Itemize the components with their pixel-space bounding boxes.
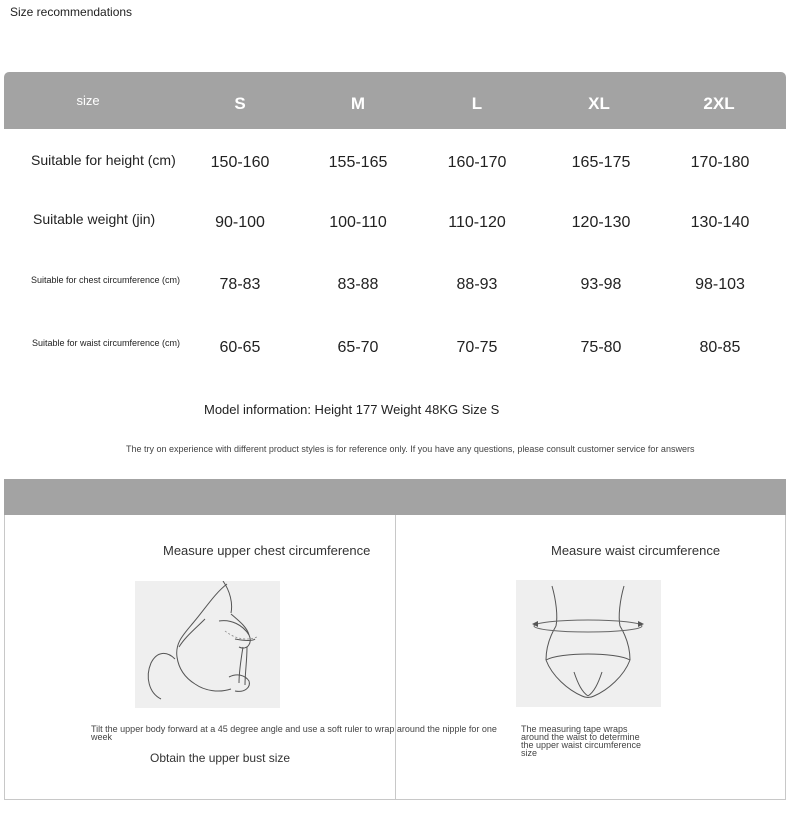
table-cell: 155-165	[328, 154, 388, 171]
table-cell: 83-88	[337, 276, 379, 293]
table-row-weight	[4, 211, 786, 251]
chest-measure-illustration	[135, 581, 280, 708]
table-cell: 150-160	[210, 154, 270, 171]
size-table	[4, 72, 786, 356]
table-cell: 78-83	[219, 276, 261, 293]
waist-figure-icon	[516, 580, 661, 707]
table-cell: 130-140	[690, 214, 750, 231]
page-title: Size recommendations	[10, 5, 133, 19]
upper-body-figure-icon	[135, 581, 280, 708]
size-header-2xl: 2XL	[703, 94, 735, 113]
measurement-guide-body	[4, 515, 786, 800]
chest-measure-result: Obtain the upper bust size	[150, 751, 291, 765]
table-cell: 98-103	[695, 276, 745, 293]
row-label: Suitable for waist circumference (cm)	[32, 338, 181, 348]
table-cell: 120-130	[571, 214, 631, 231]
table-cell: 60-65	[219, 339, 261, 356]
measurement-guide	[4, 479, 786, 800]
size-header-label: size	[76, 93, 100, 108]
table-cell: 80-85	[699, 339, 741, 356]
table-row-height	[4, 151, 786, 191]
table-cell: 100-110	[329, 214, 387, 231]
size-header-s: S	[234, 94, 246, 113]
row-label: Suitable for height (cm)	[31, 152, 176, 168]
chest-measure-instruction: Tilt the upper body forward at a 45 degree angle and use a soft ruler to wrap around the nipple for one week	[91, 724, 497, 742]
table-cell: 93-98	[580, 276, 622, 293]
waist-measure-illustration	[516, 580, 661, 707]
table-cell: 170-180	[690, 154, 750, 171]
chest-measure-title: Measure upper chest circumference	[163, 543, 371, 558]
table-cell: 70-75	[456, 339, 498, 356]
table-cell: 165-175	[571, 154, 631, 171]
table-row-waist	[4, 336, 786, 376]
row-label: Suitable for chest circumference (cm)	[31, 275, 181, 285]
size-header-m: M	[350, 94, 366, 113]
table-cell: 160-170	[447, 154, 507, 171]
table-cell: 90-100	[215, 214, 265, 231]
table-cell: 75-80	[580, 339, 622, 356]
table-cell: 65-70	[337, 339, 379, 356]
model-info: Model information: Height 177 Weight 48KG Size S	[204, 402, 500, 417]
waist-measure-title: Measure waist circumference	[551, 543, 721, 558]
measurement-guide-header	[4, 479, 786, 515]
table-cell: 88-93	[456, 276, 498, 293]
waist-measure-instruction: The measuring tape wraps around the waist to determine the upper waist circumference size	[521, 724, 642, 758]
row-label: Suitable weight (jin)	[33, 211, 156, 227]
panel-divider	[395, 515, 396, 799]
size-header-xl: XL	[588, 94, 610, 113]
table-header	[4, 72, 786, 129]
size-header-l: L	[471, 94, 483, 113]
table-cell: 110-120	[448, 214, 506, 231]
disclaimer-text: The try on experience with different product styles is for reference only. If you have any questions, please consult customer service for answers	[126, 444, 695, 454]
table-row-chest	[4, 273, 786, 313]
